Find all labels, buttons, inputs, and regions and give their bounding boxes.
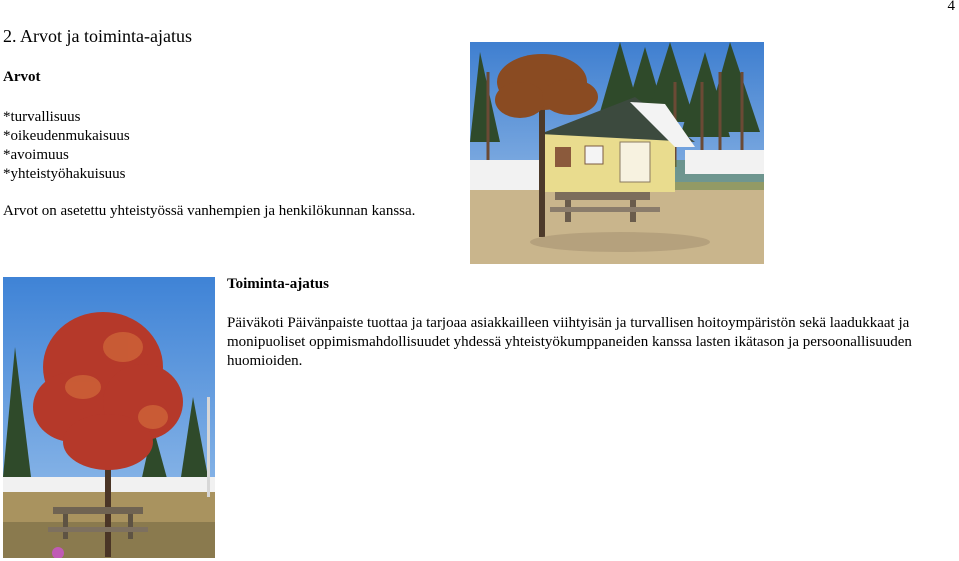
value-item: *turvallisuus bbox=[3, 109, 81, 125]
rowan-tree-photo bbox=[3, 277, 215, 558]
values-list bbox=[3, 108, 130, 184]
value-item: *avoimuus bbox=[3, 147, 69, 163]
mission-heading: Toiminta-ajatus bbox=[227, 276, 329, 292]
page-number: 4 bbox=[947, 0, 955, 14]
playhouse-photo bbox=[470, 42, 764, 264]
values-note: Arvot on asetettu yhteistyössä vanhempien ja henkilökunnan kanssa. bbox=[3, 203, 416, 219]
mission-text: Päiväkoti Päivänpaiste tuottaa ja tarjoaa asiakkailleen viihtyisän ja turvallisen hoitoympäristön sekä laadukkaat ja monipuoliset oppimismahdollisuudet yhdessä yhteistyökumppaneiden kanssa lasten ikätason ja persoonallisuuden huomioiden. bbox=[227, 315, 912, 369]
values-heading: Arvot bbox=[3, 69, 41, 85]
value-item: *yhteistyöhakuisuus bbox=[3, 166, 126, 182]
value-item: *oikeudenmukaisuus bbox=[3, 128, 130, 144]
section-title: 2. Arvot ja toiminta-ajatus bbox=[3, 26, 192, 46]
